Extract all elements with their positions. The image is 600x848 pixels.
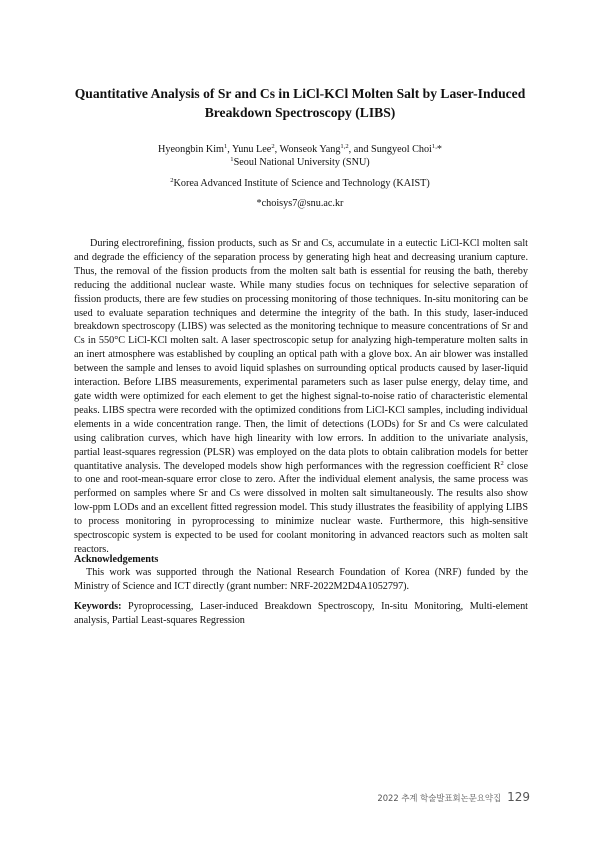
abstract-text-part-1: During electrorefining, fission products, such as Sr and Cs, accumulate in a eutectic LiCl-KCl molten salt and degrade the efficiency of the separation process by generating high heat and decreasing uranium capture. Thus, the removal of the fission products from the molten salt bath is essential for reusing the bath, thereby reducing the additional nuclear waste. While many studies focus on techniques for selective separation of fission products, there are few studies on processing monitoring of those techniques. In-situ monitoring can be used to evaluate separation techniques and determine the integrity of the bath. In this study, laser-induced breakdown spectroscopy (LIBS) was selected as the monitoring technique to measure concentrations of Sr and Cs in 550°C LiCl-KCl molten salt. A laser spectroscopic setup for analyzing high-temperature molten salts in an inert atmosphere was established by coupling an optical path with a glove box. An air blower was installed between the sample and lenses to avoid liquid splashes on surrounding optical products caused by laser-liquid interaction. Before LIBS measurements, experimental parameters such as laser pulse energy, delay time, and gate width were optimized for each element to get the highest signal-to-noise ratio of characteristic elemental peaks. LIBS spectra were recorded with the optimized conditions from LiCl-KCl samples, including individual elements in a wide concentration range. Then, the limit of detections (LODs) for Sr and Cs were calculated using calibration curves, which have high linearity with low errors. In addition to the univariate analysis, partial least-squares regression (PLSR) was employed on the data plots to obtain calibration models for better quantitative analysis. The developed models show high performances with the regression coefficient R [74, 238, 528, 472]
author-affiliation-mark: 1 [223, 143, 228, 150]
keywords-section [74, 600, 528, 628]
acknowledgements-body: This work was supported through the National Research Foundation of Korea (NRF) funded by the Ministry of Science and ICT directly (grant number: NRF-2022M2D4A1052797). [74, 567, 528, 592]
corresponding-author-mark: * [436, 144, 442, 155]
author-affiliation-mark: 1,2 [340, 143, 349, 150]
author-separator: , and [348, 144, 372, 155]
author-separator: , [227, 144, 232, 155]
author-separator: , [274, 144, 280, 155]
author-affiliation-mark: 2 [271, 143, 275, 150]
author-name: Sungyeol Choi [371, 144, 432, 155]
page-footer [377, 790, 530, 804]
corresponding-email: *choisys7@snu.ac.kr [256, 198, 344, 209]
affiliation-number: 2 [170, 177, 174, 184]
title-line-1: Quantitative Analysis of Sr and Cs in LiCl-KCl Molten Salt by Laser-Induced [74, 86, 526, 101]
keywords-list: Pyroprocessing, Laser-induced Breakdown Spectroscopy, In-situ Monitoring, Multi-element analysis, Partial Least-squares Regression [74, 601, 528, 626]
acknowledgements-heading: Acknowledgements [74, 554, 159, 565]
author-list [60, 143, 540, 157]
affiliation-number: 1 [230, 156, 234, 163]
affiliation-text: Seoul National University (SNU) [233, 157, 370, 168]
affiliation-1 [60, 156, 540, 170]
author-name: Hyeongbin Kim [158, 144, 224, 155]
abstract-text-part-2: close to one and root-mean-square error close to zero. After the individual element analysis, the same process was performed on samples where Sr and Cs were dissolved in molten salt simultaneously. The results also show low-ppm LODs and an excellent fitted regression model. This study illustrates the feasibility of applying LIBS to process monitoring in pyroprocessing to minimize nuclear waste. Furthermore, this high-sensitive spectroscopic system is expected to be used for coolant monitoring in advanced reactors such as molten salt reactors. [74, 460, 528, 555]
abstract-superscript: 2 [500, 459, 504, 467]
abstract-body [74, 237, 528, 557]
page-number: 129 [507, 790, 530, 804]
proceedings-title: 2022 추계 학술발표회논문요약집 [377, 793, 502, 803]
paper-title [60, 84, 540, 122]
author-name: Yunu Lee [232, 144, 272, 155]
keywords-label: Keywords: [74, 601, 122, 612]
affiliation-text: Korea Advanced Institute of Science and Technology (KAIST) [173, 178, 430, 189]
title-line-2: Breakdown Spectroscopy (LIBS) [204, 105, 396, 120]
author-affiliation-mark: 1, [431, 143, 437, 150]
affiliation-2 [60, 177, 540, 191]
author-name: Wonseok Yang [279, 144, 341, 155]
